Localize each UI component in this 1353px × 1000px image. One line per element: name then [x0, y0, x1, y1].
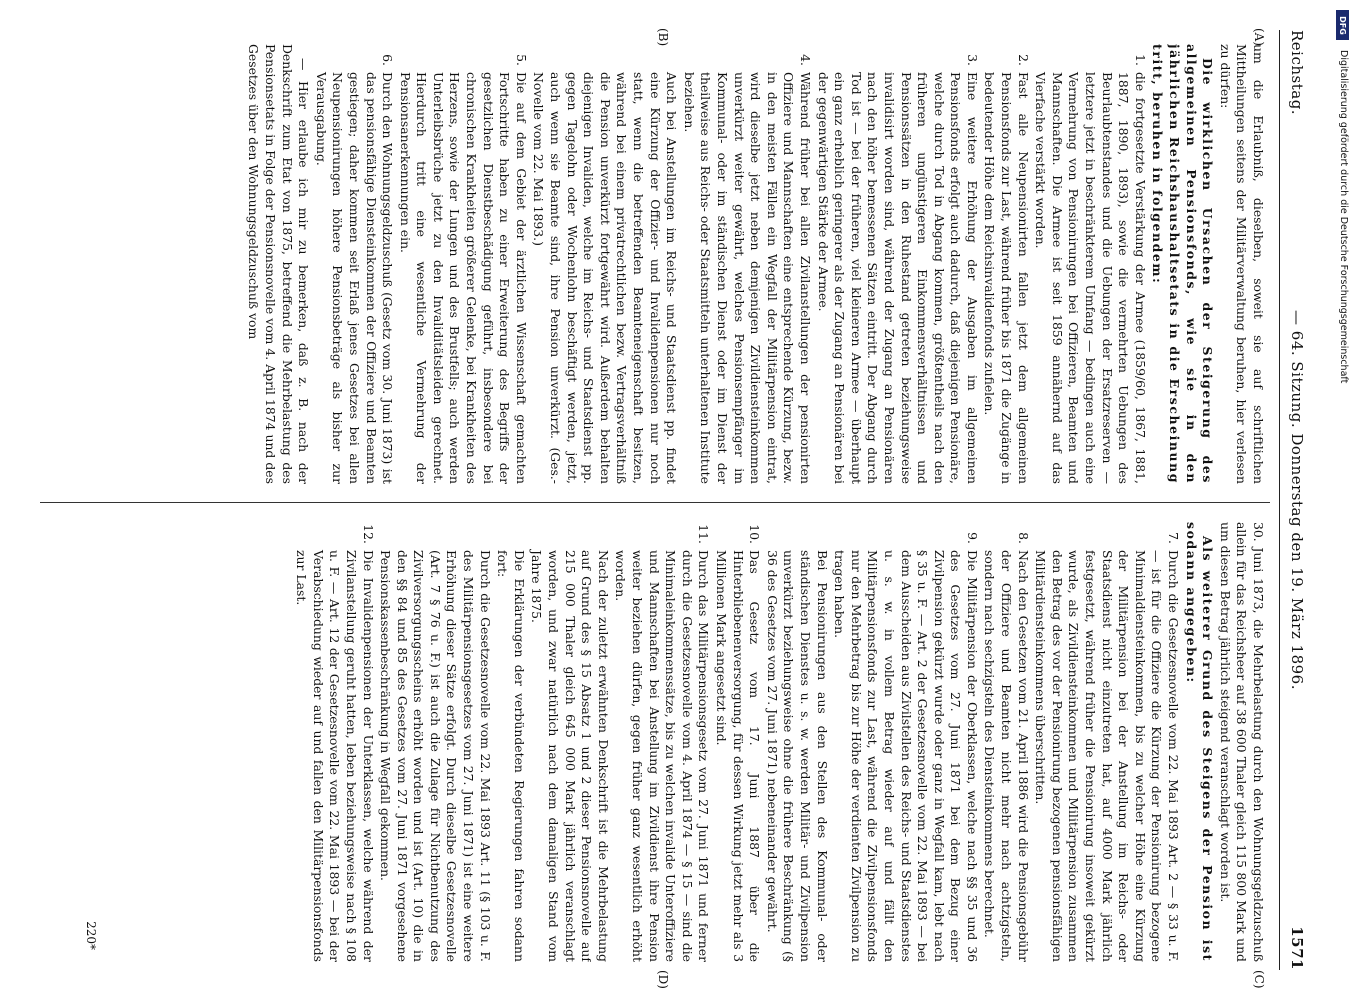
marker-a: (A): [1252, 28, 1266, 47]
list-item: [1032, 522, 1181, 962]
item-number: [494, 522, 527, 550]
list-item: [981, 44, 1031, 484]
list-item: [814, 44, 980, 484]
left-closing: — Hier erlaube ich mir zu bemerken, daß z. B. nach der Denkschrift zum Etat von 1875, betreffend die Mehrbelastung des Pensionsetats in Folge der Pensionsnovelle vom 4. April 1874 und des Gesetzes über den Wohnungsgeldzuschuß vom: [246, 44, 312, 484]
item-text: Während früher bei allen Zivilanstellungen der pensionirten Offiziere und Mannschaften eine entsprechende Kürzung, bezw. in den meisten Fällen ein Wegfall der Militärpension eintrat, wird dieselbe jetzt neben demjenigen Zivildiensteinkommen unverkürzt weiter gewährt, welches Pensionsempfänger im Kommunal- oder im ständischen Dienst oder im Dienst der theilweise aus Reichs- oder Staatsmitteln unterhaltenen Institute beziehen.: [681, 72, 813, 484]
item-text: Die Erklärungen der verbündeten Regierungen fahren sodann fort:: [495, 550, 527, 962]
item-number: 7.: [1166, 532, 1182, 544]
item-number: 8.: [1015, 532, 1031, 544]
item-text: Das Gesetz vom 17. Juni 1887 über die Hinterbliebenenversorgung, für dessen Wirkung jetzt mehr als 3 Millionen Mark angesetzt sind.: [714, 550, 763, 962]
item-text: Die Militärpension der Oberklassen, welche nach §§ 35 und 36 des Gesetzes vom 27. Juni 1871 bei dem Bezug einer Zivilpension gekürzt wurde oder ganz in Wegfall kam, lebt nach § 35 u. F. — Art. 2 der Gesetzesnovelle vom 22. Mai 1893 — bei dem Ausscheiden aus Zivilstellen des Reichs- und Staatsdienstes u. s. w. in vollem Betrag wieder auf und fällt den Militärpensionsfonds zur Last, während die Zivilpensionsfonds nur den Mehrbetrag bis zur Höhe der verdienten Zivilpension zu tragen haben.: [832, 550, 980, 962]
item-text: Durch die Gesetzesnovelle vom 22. Mai 1893 Art. 11 (§ 103 u. F. des Militärpensionsgesetzes vom 27. Juni 1871) ist eine weitere Erhöhung dieser Sätze erfolgt. Durch dieselbe Gesetzesnovelle (Art. 7 § 76 u. F.) ist auch die Zulage für Nichtbenutzung des Zivilversorgungsscheins erhöht worden und ist (Art. 10) die in den §§ 84 und 85 des Gesetzes vom 27. Juni 1871 vorgesehene Pensionskassenbeschränkung in Wegfall gekommen.: [378, 550, 493, 962]
item-text: die fortgesetzte Verstärkung der Armee (1859/60, 1867, 1881, 1887, 1890, 1893), sowie die vermehrten Uebungen des Beurlaubtenstandes und die Uebungen der Ersatzreserven — letztere jetzt in beschränkterem Umfang — bedingen auch eine Vermehrung von Pensionirungen bei Offizieren, Beamten und Mannschaften. Die Armee ist seit 1859 annähernd auf das Vierfache verstärkt worden.: [1033, 72, 1148, 484]
column-divider: [40, 502, 1270, 503]
item-text: Bei Pensionirungen aus den Stellen des Kommunal- oder ständischen Dienstes u. s. w. werden Militär- und Zivilpension unverkürzt beziehungsweise ohne die frühere Beschränkung (§ 36 des Gesetzes vom 27. Juni 1871) nebeneinander gewährt.: [764, 550, 830, 962]
item-text: Die Invalidenpensionen der Unterklassen, welche während der Zivilanstellung geruht hatten, leben beziehungsweise nach § 108 u. F. — Art. 12 der Gesetzesnovelle vom 22. Mai 1893 — bei der Verabschiedung wieder auf und fallen den Militärpensionsfonds zur Last.: [294, 550, 376, 962]
item-number: 3.: [964, 54, 980, 66]
list-item: [680, 44, 813, 484]
item-text: Nach den Gesetzen vom 21. April 1886 wird die Pensionsgebühr der Offiziere und Beamten nicht mehr nach achtzigsteln, sondern nach sechzigsteln des Diensteinkommens berechnet.: [982, 550, 1031, 962]
right-lead: Als weiterer Grund des Steigens der Pension ist sodann angegeben:: [1183, 522, 1216, 962]
item-number: [528, 522, 611, 550]
item-number: 1.: [1132, 54, 1148, 66]
item-text: Eine weitere Erhöhung der Ausgaben im allgemeinen Pensionsfonds erfolgt auch dadurch, daß diejenigen Pensionäre, welche durch Tod in Abgang kommen, größtentheils nach den früheren ungünstigeren Einkommensverhältnissen und Pensionssätzen in den Ruhestand getreten beziehungsweise invalidisirt worden sind, während der Zugang an Pensionären nach den höher bemessenen Sätzen eintritt. Der Abgang durch Tod ist — bei der früheren, viel kleineren Armee — überhaupt ein ganz erheblich geringerer als der Zugang an Pensionären bei der gegenwärtigen Stärke der Armee.: [815, 72, 980, 484]
list-item: [981, 522, 1031, 962]
page-number: 1571: [1288, 926, 1306, 970]
list-item: [612, 522, 712, 962]
list-item: [530, 44, 679, 484]
list-item: [763, 522, 829, 962]
header-left: Reichstag.: [1288, 30, 1306, 116]
item-text: Durch das Militärpensionsgesetz vom 27. Juni 1871 und ferner durch die Gesetzesnovelle vom 4. April 1874 — § 15 — sind die Minimaleinkommenssätze, bis zu welchen invalide Unteroffiziere und Mannschaften bei Anstellung im Zivildienst ihre Pension weiter beziehen dürfen, gegen früher ganz wesentlich erhöht worden.: [613, 550, 712, 962]
header-rule: [1279, 30, 1280, 970]
marker-c: (C): [1252, 970, 1266, 989]
left-column: [36, 44, 1266, 484]
item-number: 12.: [360, 524, 376, 544]
item-number: 9.: [964, 532, 980, 544]
item-number: [377, 522, 493, 550]
item-number: 5.: [513, 54, 529, 66]
item-text: Fast alle Neupensionirten fallen jetzt dem allgemeinen Pensionsfonds zur Last, während früher bis 1871 die Zugänge in bedeutender Höhe dem Reichsinvalidenfonds zufielen.: [982, 72, 1031, 484]
list-item: [312, 44, 395, 484]
item-number: 10.: [747, 524, 763, 544]
dfg-logo: DFG: [1336, 10, 1349, 40]
item-text: Durch die Gesetzesnovelle vom 22. Mai 1893 Art. 2 — § 33 u. F. — ist für die Offiziere die Kürzung der Pensionirung bezogene Minimaldiensteinkommen, bis zu welcher Höhe eine Kürzung der Militärpension bei der Anstellung im Reichs- oder Staatsdienst nicht einzutreten hat, auf 4000 Mark jährlich festgesetzt, während früher die Pensionirung insoweit gekürzt wurde, als Zivildiensteinkommen und Militärpension zusammen den Betrag des vor der Pensionirung bezogenen pensionsfähigen Militärdiensteinkommens überschritten.: [1033, 550, 1182, 962]
item-text: Die auf dem Gebiet der ärztlichen Wissenschaft gemachten Fortschritte haben zu einer Erweiterung des Begriffs der gesetzlichen Dienstbeschädigung geführt, insbesondere bei chronischen Krankheiten größerer Gelenke, bei Krankheiten des Herzens, sowie der Lungen und des Brustfells; auch werden Unterleibsbrüche jetzt zu den Invaliditätsleiden gerechnet. Hierdurch tritt eine wesentliche Vermehrung der Pensionsanerkennungen ein.: [397, 72, 529, 484]
left-items: [312, 44, 1148, 484]
item-text: Nach der zuletzt erwähnten Denkschrift ist die Mehrbelastung auf Grund des § 15 Absatz 1 und 2 dieser Pensionsnovelle auf 215 000 Thaler gleich 645 000 Mark jährlich veranschlagt worden, und zwar natürlich nach dem damaligen Stand vom Jahre 1875.: [529, 550, 611, 962]
right-intro: 30. Juni 1873, die Mehrbelastung durch den Wohnungsgeldzuschuß allein für das Reichsheer auf 38 600 Thaler gleich 115 800 Mark und um diesen Betrag jährlich steigend veranschlagt worden ist.: [1217, 522, 1266, 962]
item-text: Durch den Wohnungsgeldzuschuß (Gesetz vom 30. Juni 1873) ist das pensionsfähige Diensteinkommen der Offiziere und Beamten gestiegen; daher kommen seit Erlaß jenes Gesetzes bei allen Neupensionirungen höhere Pensionsbeträge als bisher zur Verausgabung.: [313, 72, 396, 484]
item-number: [763, 522, 829, 550]
document-page: [20, 28, 1310, 989]
left-lead: Die wirklichen Ursachen der Steigerung des allgemeinen Pensionsfonds, wie sie in den jährlichen Reichshaushaltsetats in die Erscheinung tritt, beruhen in folgendem:: [1150, 44, 1216, 484]
item-number: 11.: [696, 524, 712, 544]
list-item: [528, 522, 611, 962]
item-number: 2.: [1015, 54, 1031, 66]
list-item: [377, 522, 493, 962]
list-item: [712, 522, 762, 962]
marker-b: (B): [656, 28, 670, 47]
list-item: [831, 522, 980, 962]
header-center: — 64. Sitzung. Donnerstag den 19. März 1896.: [1288, 310, 1306, 690]
list-item: [1032, 44, 1148, 484]
item-number: [530, 44, 679, 72]
right-items: [293, 522, 1181, 962]
page-footer-signature: 220*: [84, 921, 98, 950]
list-item: [396, 44, 529, 484]
list-item: [293, 522, 376, 962]
item-text: Auch bei Anstellungen im Reichs- und Staatsdienst pp. findet eine Kürzung der Offizier- und Invalidenpensionen nur noch statt, wenn die betreffenden Beamteneigenschaft besitzen, während bei einem privatrechtlichen bezw. Vertragsverhältniß die Pension unverkürzt fortgewährt wird. Außerdem behalten diejenigen Invaliden, welche im Reichs- und Staatsdienst pp. gegen Tagelohn oder Wochenlohn beschäftigt werden, jetzt, auch wenn sie Beamte sind, ihre Pension unverkürzt. (Ges.-Novelle vom 22. Mai 1893.): [531, 72, 680, 484]
marker-d: (D): [656, 970, 670, 989]
list-item: [494, 522, 527, 962]
left-intro: um die Erlaubniß, dieselben, soweit sie auf schriftlichen Mittheilungen seitens der Militärverwaltung beruhen, hier verlesen zu dürfen:: [1217, 44, 1266, 484]
digitization-strip: [1336, 10, 1350, 990]
page-header: [1280, 30, 1310, 970]
item-number: 6.: [380, 54, 396, 66]
right-column: [36, 522, 1266, 962]
item-number: 4.: [797, 54, 813, 66]
digitization-note: Digitalisierung gefördert durch die Deutsche Forschungsgemeinschaft: [1338, 50, 1349, 384]
